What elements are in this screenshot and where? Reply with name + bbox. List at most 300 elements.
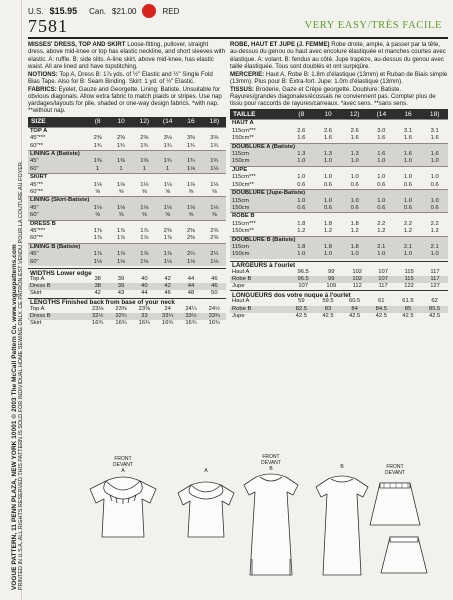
fr-notions-title: MERCERIE: [230, 70, 265, 78]
fr-yardage-cell: 1.2 [403, 228, 412, 235]
fr-yardage-row-label: 115cm*** [232, 127, 256, 134]
en-yardage-cell: 1¾ [140, 142, 149, 149]
en-yardage-cell: 1¾ [203, 158, 226, 165]
fr-yardage-cell: 3.1 [430, 127, 439, 134]
en-yardage-cell: 2¼ [179, 251, 202, 258]
fr-yardage-cell: 2.1 [368, 244, 395, 251]
en-widths-cell: 44 [179, 283, 202, 290]
dress-b-caption [251, 455, 291, 472]
top-a-caption [103, 457, 143, 474]
fr-yardage-cell: 0.6 [315, 205, 342, 213]
french-column [230, 41, 448, 327]
fr-yardage-cell: 1.2 [377, 228, 386, 235]
en-yardage-cell: 1¾ [93, 142, 102, 149]
fr-widths-cell: 107 [370, 276, 396, 283]
fr-widths-cell: 102 [352, 268, 363, 275]
en-yardage-cell: 1⅛ [179, 166, 202, 174]
fr-widths-cell: 107 [378, 268, 388, 275]
pattern-number: 7581 [28, 16, 68, 36]
skirt-back-sketch [381, 537, 427, 573]
table-row [28, 235, 226, 243]
devant-label: DEVANT [385, 469, 405, 476]
table-row [28, 320, 226, 327]
en-lengths-row-label: Top A [30, 305, 45, 312]
fr-yardage-cell: 1.0 [421, 158, 448, 166]
en-yardage-cell: 1⅛ [93, 181, 102, 188]
en-yardage-cell: 1⅛ [179, 259, 202, 266]
en-yardage-cell: 1⅜ [109, 158, 132, 165]
en-widths-cell: 38 [94, 276, 101, 283]
en-lengths-cell: 24 [164, 305, 171, 312]
en-yardage-group-header [28, 174, 226, 182]
fr-yardage-cell: 1.2 [430, 228, 439, 235]
fr-yardage-cell: 2.1 [395, 244, 422, 251]
en-yardage-cell: 2⅜ [93, 135, 102, 142]
en-widths-row-label: Skirt [30, 290, 42, 297]
en-yardage-cell: ⅝ [86, 212, 109, 220]
table-row [28, 228, 226, 235]
table-row [28, 158, 226, 165]
front-label: FRONT [386, 464, 404, 470]
en-desc-title: MISSES' DRESS, TOP AND SKIRT [28, 41, 126, 48]
en-lengths-row-label: Skirt [30, 320, 42, 327]
fr-yardage-cell: 1.6 [377, 135, 386, 142]
table-row [230, 244, 448, 251]
fr-yardage-cell: 1.2 [297, 228, 306, 235]
en-yardage-cell: 1⅜ [133, 158, 156, 165]
fr-yardage-cell: 1.6 [395, 151, 422, 158]
table-row [28, 259, 226, 266]
en-widths-title: WIDTHS Lower edge [28, 268, 226, 276]
fr-notions [230, 71, 448, 86]
devant-label: DEVANT [261, 459, 281, 466]
fr-yardage-cell: 1.0 [288, 198, 315, 205]
en-yardage-cell: ⅝ [188, 189, 194, 195]
en-fabrics [28, 86, 226, 115]
table-row [28, 212, 226, 220]
skirt-front-sketch [370, 483, 420, 525]
en-yardage-cell: ⅝ [203, 212, 226, 220]
en-notions-text: Top A, Dress B: 1⅞ yds. of ½" Elastic and ½" Single Fold Bias Tape. Also for B: Seam Binding. Skirt: 1 yd. of ½" Elastic. [28, 70, 213, 85]
en-size-col: 10 [117, 118, 125, 126]
en-yardage-cell: ⅝ [211, 189, 217, 195]
en-yardage-cell: 1⅞ [116, 228, 126, 235]
fr-yardage-cell: 1.0 [395, 251, 422, 258]
fr-yardage-row-label: 150cm** [232, 135, 254, 142]
fr-yardage-cell: 1.6 [297, 135, 306, 142]
en-yardage-cell: 1⅛ [210, 181, 219, 188]
en-widths-cell: 42 [94, 290, 101, 297]
view-a-back-label: A [204, 468, 208, 474]
fr-widths-table [230, 269, 448, 291]
en-lengths-cell: 16¾ [92, 320, 104, 327]
en-notions-title: NOTIONS: [28, 70, 58, 78]
en-yardage-cell: 1 [133, 166, 156, 174]
en-yardage-cell: 2⅜ [210, 235, 219, 242]
en-yardage-cell: 1⅛ [140, 181, 149, 188]
en-yardage-cell: 1⅛ [133, 205, 156, 212]
fr-widths-cell: 112 [352, 283, 362, 290]
en-lengths-cell: 16¾ [162, 320, 174, 327]
view-b-back-label: B [340, 464, 344, 470]
en-lengths-cell: 24¼ [185, 305, 197, 312]
en-yardage-row-label: 45" [28, 158, 86, 165]
fr-yardage-cell: 2.6 [297, 127, 306, 134]
fr-widths-cell: 127 [430, 283, 440, 290]
fr-widths-cell: 96.5 [297, 268, 309, 275]
fr-yardage-group-header [230, 120, 448, 128]
en-yardage-cell: 1¾ [116, 142, 126, 149]
en-yardage-row-label: 60"** [30, 142, 44, 149]
table-row [230, 205, 448, 213]
fr-yardage-row-label: 150cm [230, 158, 288, 166]
fr-yardage-group-header [230, 236, 448, 244]
view-a-label: A [121, 467, 125, 474]
en-widths-cell: 38 [86, 283, 109, 290]
fr-lengths-cell: 59 [298, 298, 305, 305]
table-row [230, 228, 448, 236]
fr-yardage-cell: 2.2 [377, 220, 386, 227]
en-size-header [28, 117, 226, 127]
english-column [28, 41, 226, 327]
top-a-back-sketch [178, 482, 234, 537]
fr-lengths-cell: 84.5 [368, 306, 395, 313]
en-yardage-cell: 1⅜ [86, 158, 109, 165]
en-lengths-row-label: Dress B [28, 313, 86, 320]
fr-lengths-cell: 62 [431, 298, 438, 305]
en-yardage-cell: 1⅞ [109, 251, 132, 258]
en-yardage-cell: 1¾ [156, 158, 179, 165]
fr-lengths-cell: 59.5 [322, 298, 334, 305]
table-row [28, 290, 226, 297]
en-lengths-cell: 16¾ [138, 320, 150, 327]
side-line-rights: PRINTED IN U.S.A. ALL RIGHTS RESERVED THIS PATTERN IS SOLD FOR INDIVIDUAL HOME SEWING ONLY. CE PATRON EST VENDU POUR LA COUTURE AU FOYER. [18, 160, 24, 590]
dress-b-back-sketch [316, 476, 368, 575]
en-yardage-group-title: TOP A [28, 127, 226, 135]
fr-lengths-row-label: Haut A [232, 298, 250, 305]
en-yardage-cell: 1⅛ [116, 181, 126, 188]
en-yardage-cell: 1⅛ [156, 205, 179, 212]
en-yardage-group-title: DRESS B [28, 220, 226, 228]
en-lengths-cell: 33 [133, 313, 156, 320]
price-row [28, 4, 448, 18]
en-yardage-cell: 1⅞ [93, 228, 102, 235]
en-yardage-cell: 1¾ [163, 142, 172, 149]
dress-b-back-caption [322, 465, 362, 471]
en-widths-cell: 50 [211, 290, 218, 297]
en-yardage-cell: 1⅞ [140, 228, 149, 235]
fr-widths-cell: 122 [404, 283, 414, 290]
table-row [28, 313, 226, 320]
table-row [230, 174, 448, 181]
en-yardage-cell: 1⅛ [186, 181, 195, 188]
fr-yardage-group-header [230, 213, 448, 221]
en-yardage-cell: ⅝ [109, 212, 132, 220]
en-yardage-row-label: 60"** [30, 235, 44, 242]
fr-yardage-row-label: 115cm [230, 244, 288, 251]
en-yardage-cell: 1¾ [186, 142, 195, 149]
en-widths-cell: 44 [141, 290, 148, 297]
en-yardage-cell: 3⅜ [186, 135, 195, 142]
en-yardage-row-label: 60" [28, 212, 86, 220]
fr-yardage-cell: 0.6 [341, 205, 368, 213]
fr-yardage-group-title: DOUBLURE A (Batiste) [230, 143, 448, 151]
color-label: RED [162, 6, 180, 16]
fr-lengths-title: LONGUEURS dos votre nuque à l'ourlet [230, 290, 448, 298]
table-row [230, 283, 448, 290]
en-lengths-title: LENGTHS Finished back from base of your neck [28, 298, 226, 306]
en-yardage-group-header [28, 220, 226, 228]
fr-yardage-cell: 1.0 [403, 174, 412, 181]
en-widths-row-label: Dress B [28, 283, 86, 290]
en-yardage-cell: 2¼ [203, 251, 226, 258]
fr-lengths-cell: 61 [378, 298, 385, 305]
en-yardage-group-header [28, 197, 226, 205]
en-yardage-cell: 1 [109, 166, 132, 174]
en-lengths-cell: 23⅝ [138, 305, 150, 312]
en-yardage-cell: 1⅛ [203, 205, 226, 212]
en-widths-cell: 48 [187, 290, 195, 297]
en-widths-cell: 42 [164, 276, 171, 283]
fr-lengths-row-label: Robe B [230, 306, 288, 313]
en-lengths-cell: 23⅛ [92, 305, 104, 312]
fr-size-col: (14 [376, 110, 387, 118]
fr-yardage-cell: 1.0 [315, 158, 342, 166]
front-label: FRONT [114, 456, 132, 462]
en-yardage-cell: 1⅛ [179, 205, 202, 212]
fr-yardage-row-label: 150cm [230, 205, 288, 213]
fr-yardage-group-title: HAUT A [230, 120, 448, 128]
fr-lengths-cell: 83 [315, 306, 342, 313]
table-row [28, 189, 226, 197]
en-yardage-row-label: 60" [28, 259, 86, 266]
en-yardage-table [28, 127, 226, 266]
fr-widths-cell: 115 [404, 268, 414, 275]
en-yardage-row-label: 45"** [30, 181, 44, 188]
fr-yardage-cell: 1.0 [368, 251, 395, 258]
fr-yardage-cell: 0.6 [395, 205, 422, 213]
fr-yardage-group-header [230, 190, 448, 198]
header-rule [28, 37, 448, 39]
us-price: $15.95 [49, 6, 78, 16]
en-yardage-group-header [28, 127, 226, 135]
fr-yardage-cell: 1.0 [288, 158, 315, 166]
en-size-col: 16 [187, 118, 195, 126]
fr-yardage-cell: 2.6 [350, 127, 359, 134]
en-lengths-cell: 33¾ [203, 313, 226, 320]
en-lengths-cell: 33¼ [156, 313, 179, 320]
fr-yardage-cell: 0.6 [368, 205, 395, 213]
skirt-caption [375, 465, 415, 477]
table-row [230, 313, 448, 320]
fr-fabrics-text: Broderie, Gaze et Crêpe georgette. Doublure: Batiste. Rayures/grandes diagonales/écossais ne conviennent pas. Compter plus de tissu pour raccords de rayures/carreaux. *avec sens. **sans sens. [230, 85, 436, 108]
fr-yardage-cell: 0.6 [288, 205, 315, 213]
fr-widths-row-label: Jupe [232, 283, 245, 290]
en-desc-text: Loose-fitting, pullover, straight dress, above mid-knee or top has elastic neckline, and short sleeves with elastic. A: ruffle. B: side slits. A-line skirt, above mid-knee, has elastic waist. All are lined and have topstitching. [28, 41, 226, 70]
devant-label: DEVANT [113, 461, 133, 468]
fr-size-col: (8 [298, 110, 305, 118]
en-yardage-group-title: LINING (Skirt-Batiste) [28, 197, 226, 205]
main-content [28, 4, 448, 327]
fr-widths-cell: 117 [430, 268, 440, 275]
en-size-col: (14 [162, 118, 173, 126]
en-lengths-cell: 23⅜ [115, 305, 127, 312]
table-row [230, 251, 448, 258]
table-row [230, 269, 448, 276]
fr-yardage-cell: 3.1 [403, 127, 412, 134]
fr-widths-cell: 117 [378, 283, 388, 290]
fr-yardage-cell: 1.0 [368, 198, 395, 205]
en-description [28, 41, 226, 70]
fr-yardage-cell: 1.0 [395, 198, 422, 205]
fr-yardage-cell: 1.3 [288, 151, 315, 158]
fr-size-label: TAILLE [233, 110, 256, 118]
fr-yardage-cell: 1.0 [341, 251, 368, 258]
en-yardage-row-label: 60" [28, 166, 86, 174]
en-yardage-cell: 3⅜ [210, 135, 219, 142]
fr-lengths-cell: 42.5 [295, 312, 307, 319]
fr-yardage-cell: 0.6 [421, 205, 448, 213]
en-fabrics-text: Eyelet, Gauze and Georgette. Lining: Batiste. Unsuitable for obvious diagonals. Allow extra fabric to match plaids or stripes. Use nap yardages/layouts for pile, shaded or one-way design fabrics. *with nap. **without nap. [28, 85, 222, 115]
en-yardage-cell: 1 [86, 166, 109, 174]
fr-widths-cell: 96.5 [288, 276, 318, 283]
en-yardage-cell: 1⅛ [203, 166, 226, 174]
fr-yardage-cell: 1.0 [430, 174, 439, 181]
fr-widths-cell: 99 [328, 268, 335, 275]
en-yardage-cell: ⅝ [179, 212, 202, 220]
en-yardage-row-label: 45"*** [30, 228, 46, 235]
fr-lengths-cell: 42.5 [348, 312, 361, 319]
table-row [230, 221, 448, 228]
en-yardage-cell: 2⅜ [186, 228, 195, 235]
fr-yardage-cell: 2.2 [430, 220, 439, 227]
en-size-col: 12) [139, 118, 150, 126]
en-yardage-cell: 1⅛ [163, 181, 172, 188]
fr-widths-title: LARGEURS à l'ourlet [230, 261, 448, 269]
fr-yardage-cell: 1.0 [323, 174, 333, 181]
title-row [28, 18, 448, 36]
en-yardage-cell: 1⅛ [203, 259, 226, 266]
table-row [230, 276, 448, 283]
en-yardage-cell: 1⅞ [86, 251, 109, 258]
en-yardage-cell: ⅝ [141, 189, 147, 195]
table-row [230, 151, 448, 158]
table-row [28, 166, 226, 174]
en-yardage-cell: 1⅞ [116, 235, 126, 242]
fr-yardage-cell: 1.8 [350, 220, 359, 227]
fr-yardage-cell: 1.8 [341, 244, 368, 251]
fr-yardage-cell: 0.6 [350, 181, 359, 188]
en-widths-cell: 40 [141, 276, 148, 283]
en-yardage-cell: 2⅜ [163, 228, 172, 235]
en-yardage-cell: 1⅛ [109, 259, 132, 266]
en-yardage-cell: 2⅜ [116, 135, 126, 142]
fr-yardage-cell: 3.0 [377, 127, 386, 134]
en-yardage-cell: 1⅛ [109, 205, 132, 212]
en-size-label: SIZE [31, 118, 46, 126]
fr-size-col: 18) [429, 110, 440, 118]
two-columns [28, 41, 448, 327]
en-notions [28, 71, 226, 86]
fr-yardage-cell: 1.6 [403, 135, 412, 142]
fr-widths-cell: 99 [318, 276, 344, 283]
fr-yardage-cell: 1.8 [288, 244, 315, 251]
en-lengths-table [28, 306, 226, 328]
fr-yardage-cell: 1.2 [323, 228, 333, 235]
fr-lengths-cell: 85.5 [421, 306, 448, 313]
fr-lengths-cell: 42.5 [322, 312, 334, 319]
en-lengths-cell: 24½ [208, 305, 220, 312]
fr-yardage-row-label: 115cm*** [232, 174, 256, 181]
en-yardage-row-label: 60"** [30, 189, 44, 195]
fr-yardage-group-title: JUPE [230, 166, 448, 174]
en-yardage-cell: 2⅜ [186, 235, 195, 242]
en-size-col: 18) [209, 118, 220, 126]
table-row [230, 298, 448, 305]
en-yardage-cell: 1¾ [179, 158, 202, 165]
fr-yardage-cell: 1.6 [368, 151, 395, 158]
can-label: Can. [89, 6, 106, 16]
en-yardage-cell: 1⅞ [140, 235, 149, 242]
fr-yardage-cell: 1.0 [350, 174, 359, 181]
fr-yardage-cell: 1.0 [377, 174, 386, 181]
fr-yardage-cell: 2.1 [421, 244, 448, 251]
fr-yardage-row-label: 150cm** [232, 181, 254, 188]
fr-lengths-cell: 82.5 [288, 306, 315, 313]
fr-yardage-cell: 0.6 [430, 181, 439, 188]
fr-yardage-cell: 1.0 [315, 198, 342, 205]
fr-yardage-cell: 2.2 [403, 220, 412, 227]
dress-b-front-sketch [244, 474, 298, 575]
fr-size-col: 12) [349, 110, 360, 118]
en-widths-cell: 46 [203, 283, 226, 290]
en-yardage-cell: ⅝ [95, 189, 101, 195]
table-row [28, 251, 226, 258]
difficulty-label: VERY EASY/TRÈS FACILE [304, 20, 442, 31]
table-row [230, 198, 448, 205]
top-a-back-caption [186, 469, 226, 475]
en-yardage-group-title: LINING B (Batiste) [28, 243, 226, 251]
en-widths-cell: 46 [164, 290, 171, 297]
en-size-col: (8 [94, 118, 101, 126]
en-yardage-cell: 1¾ [210, 142, 219, 149]
en-lengths-cell: 33½ [179, 313, 202, 320]
fr-lengths-cell: 85 [395, 306, 422, 313]
fr-widths-row-label: Robe B [230, 276, 288, 283]
en-yardage-cell: ⅝ [133, 212, 156, 220]
fr-yardage-row-label: 115cm [230, 198, 288, 205]
table-row [230, 158, 448, 166]
en-yardage-cell: 1⅛ [86, 259, 109, 266]
fr-lengths-cell: 42.5 [375, 312, 387, 319]
fr-lengths-cell: 60.5 [348, 298, 361, 305]
fr-widths-row-label: Haut A [232, 268, 250, 275]
fr-yardage-row-label: 115cm*** [232, 220, 256, 227]
en-yardage-row-label: 45" [28, 205, 86, 212]
fr-lengths-row-label: Jupe [232, 312, 245, 319]
en-yardage-cell: 1⅛ [86, 205, 109, 212]
en-yardage-cell: ⅝ [156, 212, 179, 220]
fr-yardage-table [230, 119, 448, 258]
fr-size-header [230, 109, 448, 119]
en-lengths-cell: 32½ [86, 313, 109, 320]
en-yardage-cell: 3⅛ [163, 135, 172, 142]
fr-widths-cell: 115 [396, 276, 422, 283]
fr-fabrics [230, 86, 448, 108]
fr-yardage-cell: 1.2 [350, 228, 359, 235]
en-yardage-cell: 2⅜ [210, 228, 219, 235]
table-row [28, 306, 226, 313]
